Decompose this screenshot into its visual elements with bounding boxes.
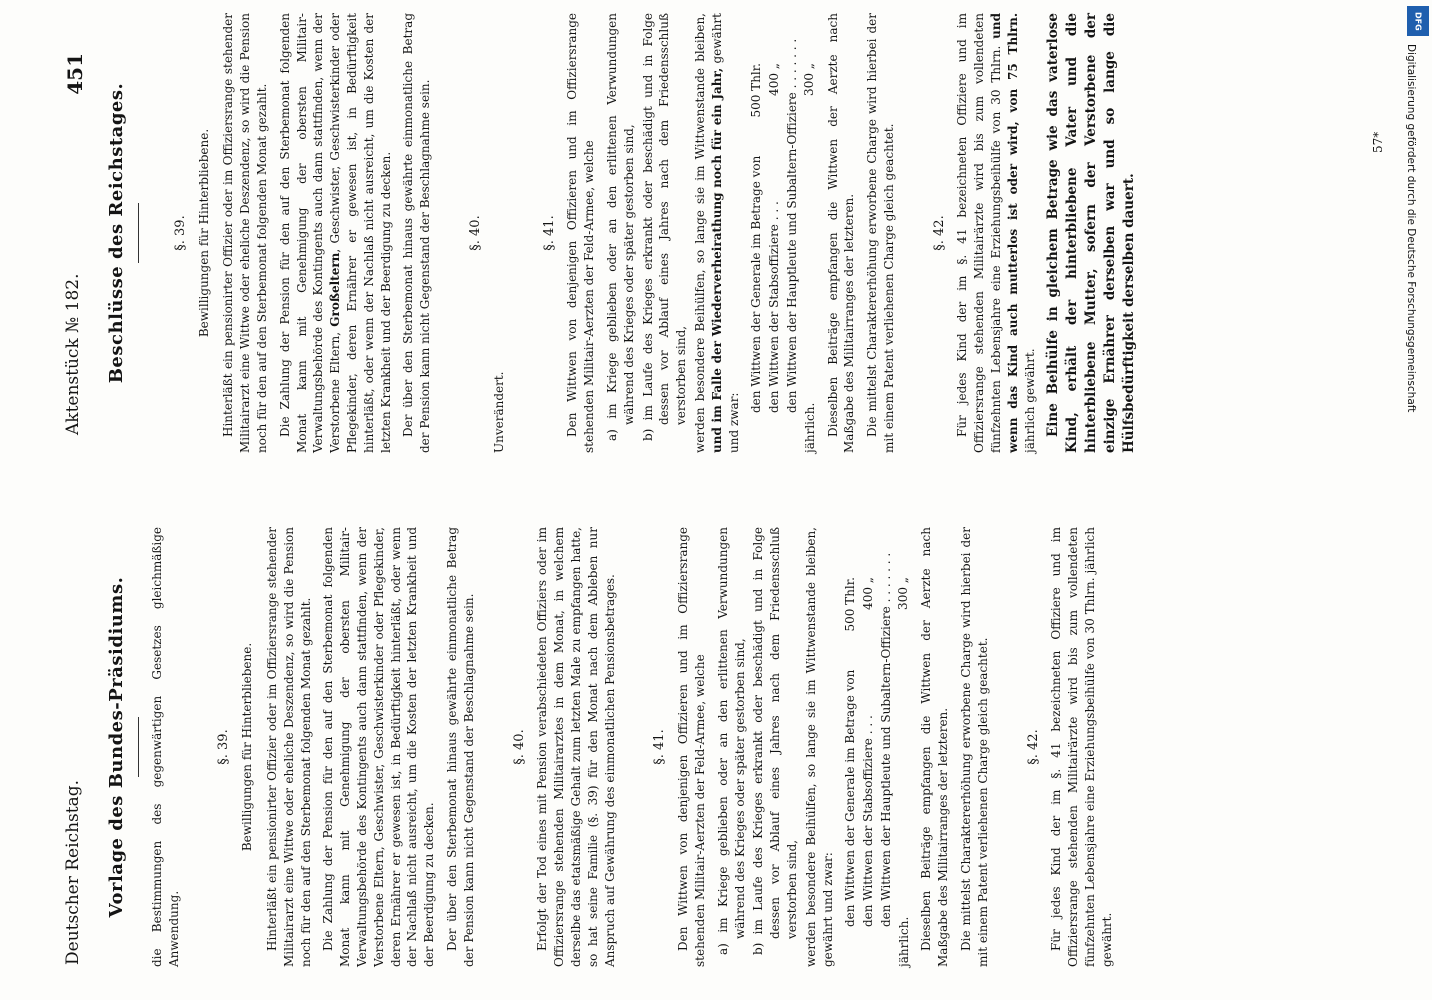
paragraph: Die mittelst Charaktererhöhung erworbene Charge wird hierbei der mit einem Patent verliehenen Charge gleich geachtet. [959,527,990,967]
text-run: , Geschwister, Geschwisterkinder oder Pflegekinder, deren Ernährer er gewesen ist, in Bedürftigkeit hinterläßt, oder wenn der Nachlaß nicht ausreicht, um die Kosten der letzten Krankheit und der Beerdigung zu decken. [328,13,393,453]
section-heading: §. 39. [216,729,232,765]
section-heading: §. 41. [652,729,668,765]
paragraph: Die mittelst Charaktererhöhung erworbene Charge wird hierbei der mit einem Patent verliehenen Charge gleich geachtet. [865,13,896,453]
paragraph: Unverändert. [491,371,506,453]
title-rule [138,717,139,777]
amount-label: den Wittwen der Generale im Betrage von [843,669,858,927]
paragraph: Der über den Sterbemonat hinaus gewährte einmonatliche Betrag der Pension kann nicht Gegenstand der Beschlagnahme sein. [401,13,433,453]
amount-value: 400 „ [861,577,876,610]
list-item: b) im Laufe des Krieges erkrankt oder beschädigt und in Folge dessen vor Ablauf eines Jahres nach dem Friedensschluß verstorben sind, [751,527,799,955]
left-column [101,527,1122,967]
page-number: 451 [63,53,87,95]
amount-value: 500 Thlr. [749,63,764,118]
section-subheading: Bewilligungen für Hinterbliebene. [240,642,255,852]
text-run: gewährt und zwar: [709,13,741,453]
paragraph: Den Wittwen von denjenigen Offizieren und im Offiziersrange stehenden Militair-Aerzten der Feld-Armee, welche [565,13,597,453]
text-run: Für jedes Kind der im §. 41 bezeichneten Offiziere und im Offiziersrange stehenden Militairärzte wird bis zum vollendeten fünfzehnten Lebensjahre eine Erziehungsbeihülfe von 30 Thlrn. [955,13,1004,453]
section-heading: §. 40. [511,729,527,765]
list-item: a) im Kriege geblieben oder an den erlittenen Verwundungen während des Krieges oder später gestorben sind, [604,13,636,441]
section-heading: §. 40. [467,215,483,251]
section-heading: §. 42. [1025,729,1041,765]
title-rule [138,203,139,263]
amount-value: 500 Thlr. [843,577,858,632]
amended-text: Großeltern [328,252,343,327]
amount-value: 300 „ [801,63,816,96]
paragraph: Dieselben Beiträge empfangen die Wittwen der Aerzte nach Maßgabe des Militairranges der letzteren. [825,13,857,453]
text-run: jährlich gewährt. [1022,348,1037,453]
paragraph [692,13,742,453]
paragraph: jährlich. [896,916,911,967]
paragraph [954,13,1038,453]
right-column [101,13,1145,453]
amended-text: und im Falle der Wiederverheirathung noch für ein Jahr, [709,67,724,453]
page-content-rotated [11,5,1421,995]
amount-value: 400 „ [767,63,782,96]
running-header-document-number: Aktenstück № 182. [63,273,83,435]
paragraph: Die Zahlung der Pension für den auf den Sterbemonat folgenden Monat kann mit Genehmigung der obersten Militair-Verwaltungsbehörde des Kontingents auch dann stattfinden, wenn der Verstorbene Eltern, Geschwister, Geschwisterkinder oder Pflegekinder, deren Ernährer er gewesen ist, in Bedürftigkeit hinterläßt, oder wenn der Nachlaß nicht ausreicht, um die Kosten der letzten Krankheit und der Beerdigung zu decken. [321,527,437,967]
amount-row [748,13,765,413]
paragraph: Hinterläßt ein pensionirter Offizier oder im Offiziersrange stehender Militairarzt eine Wittwe oder eheliche Deszendenz, so wird die Pension noch für den auf den Sterbemonat folgenden Monat gezahlt. [221,13,269,453]
paragraph: Der über den Sterbemonat hinaus gewährte einmonatliche Betrag der Pension kann nicht Gegenstand der Beschlagnahme sein. [444,527,476,967]
amount-row [878,527,910,927]
list-item: a) im Kriege geblieben oder an den erlittenen Verwundungen während des Krieges oder später gestorben sind, [715,527,747,955]
dfg-logo: DFG [1407,6,1429,36]
amended-paragraph: Eine Beihülfe in gleichem Betrage wie das vaterlose Kind, erhält der hinterbliebene Vater und die hinterbliebene Mutter, sofern der Verstorbene der einzige Ernährer derselben war und so lange die Hülfsbedürftigkeit derselben dauert. [1045,13,1138,453]
paragraph: werden besondere Beihülfen, so lange sie im Wittwenstande bleiben, gewährt und zwar: [803,527,835,967]
paragraph: Für jedes Kind der im §. 41 bezeichneten Offiziere und im Offiziersrange stehenden Militairärzte wird bis zum vollendeten fünfzehnten Lebensjahre eine Erziehungsbeihülfe von 30 Thlrn. jährlich gewährt. [1049,527,1114,967]
paragraph: Den Wittwen von denjenigen Offizieren und im Offiziersrange stehenden Militair-Aerzten der Feld-Armee, welche [676,527,707,967]
running-header-left: Deutscher Reichstag. [63,780,83,965]
section-heading: §. 41. [541,215,557,251]
amount-row [766,13,783,413]
amount-row [842,527,859,927]
text-run: Die Zahlung der Pension für den auf den Sterbemonat folgenden Monat kann mit Genehmigung der obersten Militair-Verwaltungsbehörde des Kontingents auch dann stattfinden, wenn der Verstorbene Eltern, [277,13,343,453]
section-subheading: Bewilligungen für Hinterbliebene. [196,128,211,338]
paragraph: Dieselben Beiträge empfangen die Wittwen der Aerzte nach Maßgabe des Militairranges der letzteren. [919,527,951,967]
list-item: b) im Laufe des Krieges erkrankt oder beschädigt und in Folge dessen vor Ablauf eines Jahres nach dem Friedensschluß verstorben sind, [640,13,689,441]
amount-label: den Wittwen der Hauptleute und Subaltern-Offiziere . . . . . . . [878,552,893,927]
left-column-title: Vorlage des Bundes-Präsidiums. [106,576,127,918]
amount-row [860,527,877,927]
amount-row [784,13,816,413]
right-column-title: Beschlüsse des Reichstages. [106,82,127,384]
paragraph [277,13,395,453]
intro-paragraph: die Bestimmungen des gegenwärtigen Gesetzes gleichmäßige Anwendung. [149,527,181,967]
sheet-signature: 57* [1371,131,1385,153]
paragraph: Erfolgt der Tod eines mit Pension verabschiedeten Offiziers oder im Offiziersrange stehenden Militairarztes in dem Monat, in welchem derselbe das etatsmäßige Gehalt zum letzten Male zu empfangen hatte, so hat seine Familie (§. 39) für den Monat nach dem Ableben nur Anspruch auf Gewährung des einmonatlichen Pensionsbetrages. [535,527,617,967]
section-heading: §. 39. [172,215,188,251]
amount-label: den Wittwen der Stabsoffiziere . . . [767,201,782,413]
section-heading: §. 42. [931,215,947,251]
amount-label: den Wittwen der Stabsoffiziere . . . [861,715,876,927]
amount-label: den Wittwen der Hauptleute und Subaltern-Offiziere . . . . . . . [784,38,799,413]
digitization-note: Digitalisierung gefördert durch die Deutsche Forschungsgemeinschaft [1405,44,1417,413]
paragraph: Hinterläßt ein pensionirter Offizier oder im Offiziersrange stehender Militairarzt eine Wittwe oder eheliche Deszendenz, so wird die Pension noch für den auf den Sterbemonat folgenden Monat gezahlt. [264,527,313,967]
amended-text: und wenn das Kind auch mutterlos ist oder wird, von 75 Thlrn. [989,13,1020,453]
digitization-margin [1405,0,1429,1000]
amount-value: 300 „ [895,577,910,610]
text-run: werden besondere Beihülfen, so lange sie im Wittwenstande bleiben, [692,13,707,453]
amount-label: den Wittwen der Generale im Betrage von [749,155,764,413]
paragraph: jährlich. [802,402,817,453]
